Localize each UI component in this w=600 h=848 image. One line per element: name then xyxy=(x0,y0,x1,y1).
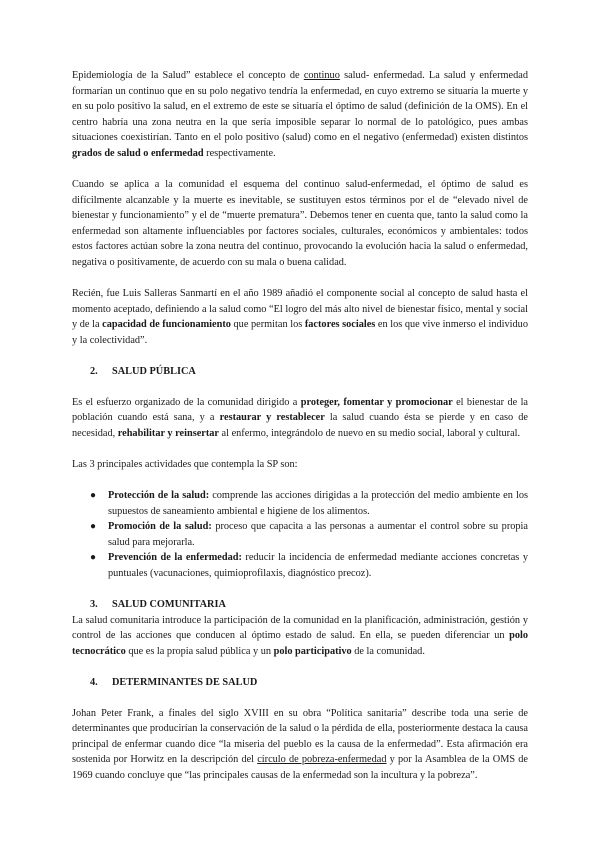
list-item-title: Prevención de la enfermedad: xyxy=(108,552,242,564)
heading-number: 4. xyxy=(90,676,98,688)
heading-title: SALUD PÚBLICA xyxy=(112,366,196,377)
text-run: Epidemiología de la Salud” establece el concepto de xyxy=(72,70,304,81)
bold-term: capacidad de funcionamiento xyxy=(102,319,231,331)
list-item-title: Promoción de la salud: xyxy=(108,521,212,533)
paragraph-salud-publica xyxy=(72,395,528,442)
bullet-icon: ● xyxy=(90,552,97,564)
activities-list xyxy=(72,488,528,582)
bold-term: polo tecnocrático xyxy=(72,630,528,657)
heading-salud-comunitaria xyxy=(72,597,528,613)
heading-title: SALUD COMUNITARIA xyxy=(112,599,226,611)
text-run: la salud cuando ésta se pierde y en caso de necesidad, xyxy=(72,412,529,439)
text-run: en los que vive inmerso el individuo y la colectividad”. xyxy=(72,319,528,346)
text-run: respectivamente. xyxy=(203,147,276,159)
list-item-text: comprende las acciones dirigidas a la protección del medio ambiente en los supuestos de saneamiento ambiental e higiene de los alimentos. xyxy=(108,489,528,517)
list-item xyxy=(72,550,528,581)
text-run: y por la Asamblea de la OMS de 1969 cuando concluye que “las principales causas de la enfermedad son la incultura y la pobreza”. xyxy=(72,754,529,781)
heading-title: DETERMINANTES DE SALUD xyxy=(112,676,258,688)
text-run: Johan Peter Frank, a finales del siglo XVIII en su obra “Política sanitaria” describe toda una serie de determinantes que producirían la conservación de la salud o la pérdida de ella, posteriormente destaca la causa principal de enfermar cuando dice “la miseria del pueblo es la causa de la enfermedad”. Esta afirmación era sostenida por Horwitz en la descripción del xyxy=(72,707,528,766)
underlined-term: círculo de pobreza-enfermedad xyxy=(257,754,387,766)
paragraph-actividades: Las 3 principales actividades que contempla la SP son: xyxy=(72,458,298,470)
text-run: al enfermo, integrándolo de nuevo en su medio social, laboral y cultural. xyxy=(218,427,521,439)
bold-term: grados de salud o enfermedad xyxy=(72,147,204,159)
list-item-title: Protección de la salud: xyxy=(108,489,210,501)
bold-term: proteger, fomentar y promocionar xyxy=(300,396,453,408)
text-run: La salud comunitaria introduce la participación de la comunidad en la planificación, administración, gestión y control de las acciones que conducen al óptimo estado de salud. En ella, se pueden diferenciar un xyxy=(72,614,528,642)
list-item xyxy=(72,519,528,550)
document-page xyxy=(72,68,528,799)
text-run: salud- enfermedad. La salud y enfermedad formarían un continuo que en su polo negativo tendría la enfermedad, en cuyo extremo se situaría la muerte y en su polo positivo la salud, en el extremo de este se situaría el óptimo de salud (definición de la OMS). En el centro habría una zona neutra en la que sería imposible separar lo normal de lo patológico, pues ambas situaciones coexistirían. Tanto en el polo positivo (salud) como en el negativo (enfermedad) existen distintos xyxy=(72,70,528,144)
text-run: de la comunidad. xyxy=(351,645,425,657)
underlined-term: continuo xyxy=(303,70,340,81)
text-run: que es la propia salud pública y un xyxy=(125,645,274,657)
text-run: que permitan los xyxy=(230,319,305,331)
paragraph-continuo xyxy=(72,68,528,162)
bullet-icon: ● xyxy=(90,521,97,533)
text-run: el bienestar de la población cuando está sana, y a xyxy=(72,396,528,424)
paragraph-comunidad: Cuando se aplica a la comunidad el esquema del continuo salud-enfermedad, el óptimo de salud es difícilmente alcanzable y la muerte es inevitable, se sustituyen estos términos por el de “elevado nivel de bienestar y funcionamiento” y el de “muerte prematura”. Debemos tener en cuenta que, tanto la salud como la enfermedad son altamente influenciables por factores sociales, culturales, económicos y ambientales: todos estos factores actúan sobre la zona neutra del continuo, provocando la evolución hacia la salud o enfermedad, negativa o positivamente, de acuerdo con su mala o buena calidad. xyxy=(72,179,528,269)
bold-term: polo participativo xyxy=(273,645,352,657)
text-run: Es el esfuerzo organizado de la comunidad dirigido a xyxy=(72,396,301,408)
list-item-text: reducir la incidencia de enfermedad mediante acciones concretas y puntuales (vacunaciones, quimioprofilaxis, diagnóstico precoz). xyxy=(108,552,528,579)
paragraph-determinantes xyxy=(72,706,528,784)
bold-term: factores sociales xyxy=(304,319,376,331)
bold-term: restaurar y restablecer xyxy=(219,412,325,424)
heading-number: 3. xyxy=(90,599,98,611)
heading-salud-publica xyxy=(72,364,528,380)
paragraph-salleras xyxy=(72,286,528,348)
list-item-text: proceso que capacita a las personas a aumentar el control sobre su propia salud para mejorarla. xyxy=(108,521,528,548)
bullet-icon: ● xyxy=(90,489,97,501)
bold-term: rehabilitar y reinsertar xyxy=(117,427,219,439)
heading-number: 2. xyxy=(90,366,98,377)
heading-determinantes xyxy=(72,675,528,691)
text-run: Recién, fue Luis Salleras Sanmartí en el año 1989 añadió el componente social al concepto de salud hasta el momento aceptado, definiendo a la salud como “El logro del más alto nivel de bienestar físico, mental y social y de la xyxy=(72,288,528,331)
list-item xyxy=(72,488,528,519)
paragraph-salud-comunitaria xyxy=(72,613,528,660)
